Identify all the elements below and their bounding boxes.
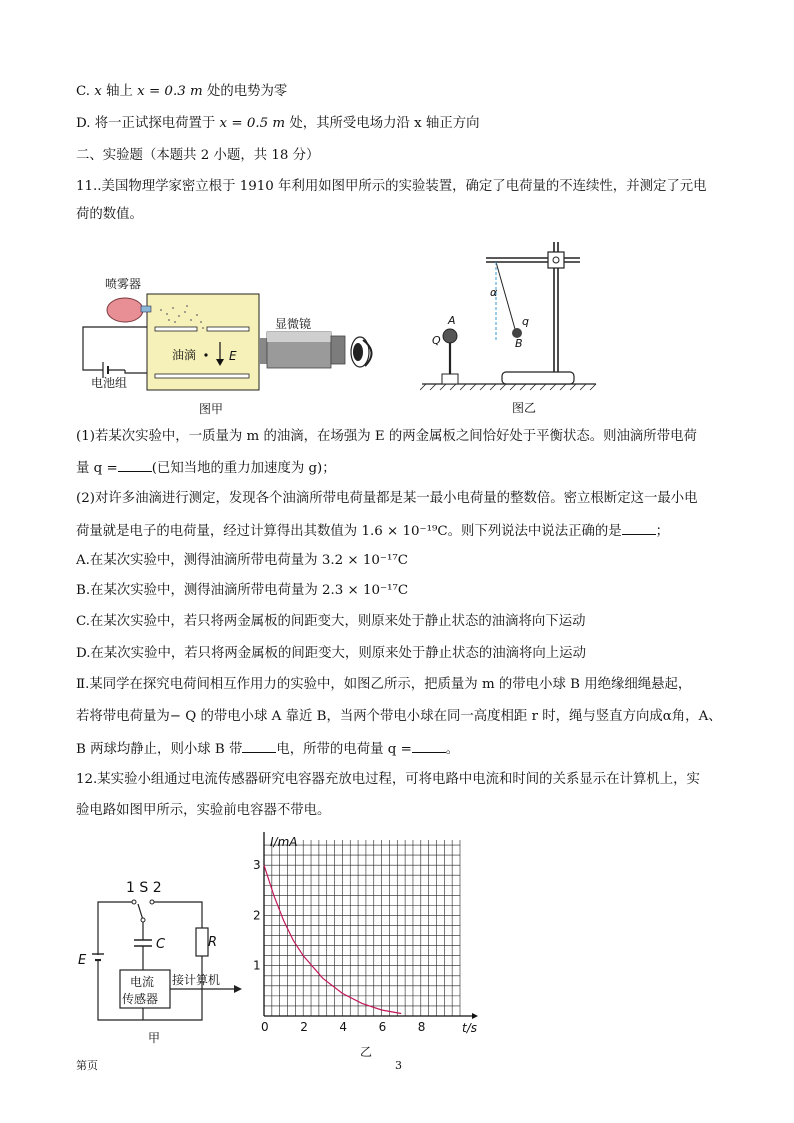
- computer-label: 接计算机: [172, 973, 221, 987]
- figure-yi-coulomb: [420, 236, 600, 418]
- fig-yi-caption: 图乙: [512, 401, 537, 415]
- q12-stem-line2: 验电路如图甲所示，实验前电容器不带电。: [76, 803, 331, 818]
- option-a: A.在某次实验中，测得油滴所带电荷量为 3.2 × 10⁻¹⁷C: [76, 553, 408, 568]
- current-time-chart: [250, 832, 490, 1064]
- footer-left: 第页: [76, 1059, 98, 1072]
- angle-label: α: [490, 286, 498, 299]
- chart-grid: [264, 840, 460, 1016]
- x-tick-label: 6: [378, 1020, 387, 1034]
- battery-label: 电池组: [91, 376, 128, 390]
- q11-II-line1: Ⅱ.某同学在探究电荷间相互作用力的实验中，如图乙所示，把质量为 m 的带电小球 B 用绝缘细绳悬起，: [76, 677, 692, 692]
- chart-caption: 乙: [360, 1045, 373, 1059]
- answer-blank[interactable]: [622, 522, 656, 535]
- fig-jia-caption: 图甲: [199, 402, 224, 416]
- option-c: C. x 轴上 x = 0.3 m 处的电势为零: [76, 84, 288, 99]
- option-d: D. 将一正试探电荷置于 x = 0.5 m 处，其所受电场力沿 x 轴正方向: [76, 116, 480, 131]
- q11-stem-line2: 荷的数值。: [76, 207, 143, 222]
- switch-label: 1 S 2: [126, 880, 162, 896]
- chart-ticks: [253, 858, 425, 1034]
- x-axis-arrow: [472, 1013, 478, 1019]
- circuit-caption: 甲: [148, 1031, 161, 1045]
- sprayer-label: 喷雾器: [105, 277, 142, 291]
- y-tick-label: 1: [253, 958, 261, 973]
- q11-II-line2: 若将带电荷量为− Q 的带电小球 A 靠近 B，当两个带电小球在同一高度相距 r 时，绳与竖直方向成α角，A、: [76, 709, 722, 724]
- ball-a-label: A: [448, 314, 456, 327]
- option-b: B.在某次实验中，测得油滴所带电荷量为 2.3 × 10⁻¹⁷C: [76, 583, 409, 598]
- q11-stem-line1: 11..美国物理学家密立根于 1910 年利用如图甲所示的实验装置，确定了电荷量的不连续性，并测定了元电: [76, 179, 707, 194]
- page-number: 3: [395, 1059, 402, 1072]
- capacitor-label: C: [156, 937, 166, 952]
- field-label: E: [229, 349, 237, 363]
- charge-q-label: q: [522, 315, 529, 328]
- option-d-2: D.在某次实验中，若只将两金属板的间距变大，则原来处于静止状态的油滴将向上运动: [76, 646, 586, 661]
- y-tick-label: 3: [253, 858, 261, 873]
- q11-part2-line2: 荷量就是电子的电荷量，经过计算得出其数值为 1.6 × 10⁻¹⁹C。则下列说法中说法正确的是 ；: [76, 524, 670, 539]
- x-tick-label: 2: [300, 1020, 308, 1034]
- resistor-label: R: [208, 935, 218, 950]
- x-tick-label: 0: [261, 1020, 269, 1034]
- emf-label: E: [78, 953, 87, 968]
- answer-blank[interactable]: [118, 459, 152, 472]
- oil-drop-label: 油滴: [172, 348, 197, 362]
- q11-part1-line2: 量 q = (已知当地的重力加速度为 g)；: [76, 461, 336, 476]
- q11-II-line3: B 两球均静止，则小球 B 带 电，所带的电荷量 q = 。: [76, 742, 460, 757]
- x-tick-label: 8: [417, 1020, 426, 1034]
- y-tick-label: 2: [253, 908, 261, 923]
- sensor-label-1: 电流: [130, 975, 155, 989]
- current-decay-curve: [264, 865, 401, 1013]
- figure-jia-millikan: [75, 270, 395, 420]
- sensor-label-2: 传感器: [122, 992, 159, 1006]
- x-axis-label: t/s: [462, 1021, 477, 1035]
- answer-blank[interactable]: [242, 740, 276, 753]
- figure-circuit-jia: [74, 872, 250, 1052]
- y-axis-label: I/mA: [270, 835, 298, 849]
- q11-part2-line1: (2)对许多油滴进行测定，发现各个油滴所带电荷量都是某一最小电荷量的整数倍。密立根断定这一最小电: [76, 491, 698, 506]
- charge-Q-label: Q: [432, 334, 441, 347]
- section-heading: 二、实验题（本题共 2 小题，共 18 分）: [76, 148, 320, 163]
- ball-b-label: B: [515, 337, 523, 350]
- answer-blank[interactable]: [412, 740, 446, 753]
- q12-stem-line1: 12.某实验小组通过电流传感器研究电容器充放电过程，可将电路中电流和时间的关系显示在计算机上，实: [76, 772, 700, 787]
- x-tick-label: 4: [339, 1020, 348, 1034]
- option-c-2: C.在某次实验中，若只将两金属板的间距变大，则原来处于静止状态的油滴将向下运动: [76, 614, 586, 629]
- q11-part1-line1: (1)若某次实验中，一质量为 m 的油滴，在场强为 E 的两金属板之间恰好处于平衡状态。则油滴所带电荷: [76, 429, 697, 444]
- microscope-label: 显微镜: [275, 317, 312, 331]
